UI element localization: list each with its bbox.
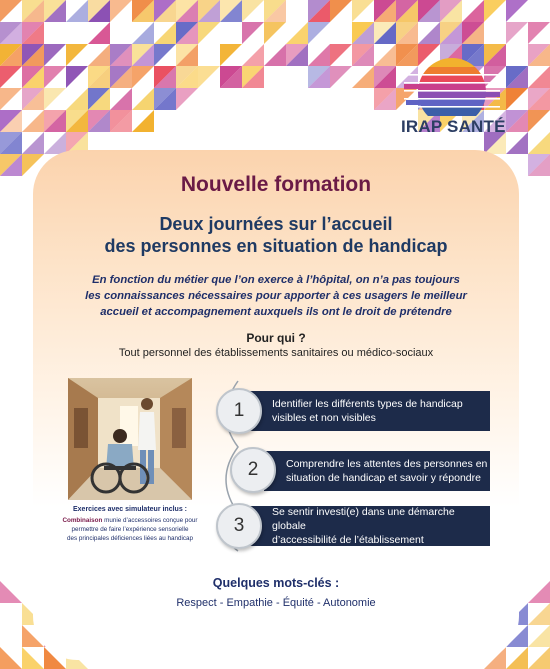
step-3-line-2: d’accessibilité de l’établissement xyxy=(272,534,424,546)
intro-text xyxy=(48,272,504,320)
step-3-bar xyxy=(250,506,490,546)
decor-triangle xyxy=(154,22,176,44)
decor-triangle xyxy=(330,0,352,22)
decor-triangle xyxy=(528,132,550,154)
simulator-description xyxy=(44,516,216,543)
audience-heading: Pour qui ? xyxy=(246,331,306,345)
decor-triangle xyxy=(0,88,22,110)
decor-triangle xyxy=(88,22,110,44)
keywords-heading: Quelques mots-clés : xyxy=(212,576,340,590)
decor-triangle xyxy=(506,88,528,110)
decor-triangle xyxy=(132,22,154,44)
decor-triangle xyxy=(0,66,22,88)
decor-triangle xyxy=(88,44,110,66)
logo-text: IRAP SANTÉ xyxy=(401,117,506,136)
decor-triangle xyxy=(330,44,352,66)
intro-line-1: En fonction du métier que l’on exerce à l’hôpital, on n’a pas toujours xyxy=(92,274,460,286)
decor-triangle xyxy=(132,66,154,88)
decor-triangle xyxy=(308,22,330,44)
simulator-bold: Combinaison xyxy=(62,517,103,524)
decor-triangle xyxy=(308,44,330,66)
decor-triangle xyxy=(110,0,132,22)
decor-triangle xyxy=(352,0,374,22)
decor-triangle xyxy=(506,0,528,22)
decor-triangle xyxy=(506,22,528,44)
decor-triangle xyxy=(154,44,176,66)
simulator-title: Exercices avec simulateur inclus : xyxy=(72,506,187,513)
decor-triangle xyxy=(242,44,264,66)
step-2-number: 2 xyxy=(230,447,276,493)
decor-triangle xyxy=(132,88,154,110)
decor-triangle xyxy=(0,581,22,603)
decor-triangle xyxy=(22,647,44,669)
keywords-text: Respect - Empathie - Équité - Autonomie xyxy=(176,597,376,609)
decor-triangle xyxy=(242,0,264,22)
decor-triangle xyxy=(66,66,88,88)
decor-triangle xyxy=(506,647,528,669)
decor-triangle xyxy=(22,132,44,154)
audience-text: Tout personnel des établissements sanitaires ou médico-sociaux xyxy=(118,347,434,359)
step-2-line-1: Comprendre les attentes des personnes en xyxy=(286,458,488,470)
decor-triangle xyxy=(484,0,506,22)
intro-line-2: les connaissances nécessaires pour apporter à ces usagers le meilleur xyxy=(85,290,467,302)
decor-triangle xyxy=(528,647,550,669)
decor-triangle xyxy=(528,581,550,603)
decor-triangle xyxy=(0,647,22,669)
step-1-line-1: Identifier les différents types de handicap xyxy=(272,398,463,410)
decor-triangle xyxy=(352,66,374,88)
decor-triangle xyxy=(66,0,88,22)
decor-triangle xyxy=(220,44,242,66)
subtitle xyxy=(33,213,519,257)
intro-line-3: accueil et accompagnement auxquels ils ont le droit de prétendre xyxy=(100,306,452,318)
decor-triangle xyxy=(44,132,66,154)
decor-triangle xyxy=(462,0,484,22)
decor-triangle xyxy=(176,88,198,110)
page-title: Nouvelle formation xyxy=(180,173,372,196)
decor-triangle xyxy=(66,44,88,66)
decor-triangle xyxy=(264,22,286,44)
step-1-number: 1 xyxy=(216,388,262,434)
simulator-line-1-rest: munie d’accessoires conçue pour xyxy=(102,517,198,524)
decor-triangle xyxy=(198,22,220,44)
decor-triangle xyxy=(44,88,66,110)
decor-triangle xyxy=(22,110,44,132)
step-3-line-1: Se sentir investi(e) dans une démarche globale xyxy=(272,506,455,532)
decor-triangle xyxy=(198,66,220,88)
decor-triangle xyxy=(110,88,132,110)
step-3-number: 3 xyxy=(216,503,262,549)
decor-triangle xyxy=(528,22,550,44)
decor-triangle xyxy=(528,110,550,132)
decor-triangle xyxy=(286,22,308,44)
simulator-line-2: permettre de faire l’expérience sensorielle xyxy=(71,526,189,533)
decor-triangle xyxy=(66,88,88,110)
decor-triangle xyxy=(264,44,286,66)
step-2-bar xyxy=(264,451,490,491)
decor-triangle xyxy=(330,66,352,88)
decor-triangle xyxy=(132,110,154,132)
simulator-line-1 xyxy=(44,516,216,525)
decor-triangle xyxy=(44,44,66,66)
decor-triangle xyxy=(528,625,550,647)
simulator-line-3: des principales déficiences liées au handicap xyxy=(66,535,194,542)
decor-triangle xyxy=(528,603,550,625)
decor-triangle xyxy=(0,0,22,22)
decor-triangle xyxy=(528,66,550,88)
subtitle-line-1: Deux journées sur l’accueil xyxy=(159,214,393,234)
decor-triangle xyxy=(44,66,66,88)
wheelchair-hallway-photo xyxy=(68,378,192,500)
step-1-bar xyxy=(250,391,490,431)
step-1-line-2: visibles et non visibles xyxy=(272,412,376,424)
decor-triangle xyxy=(374,44,396,66)
decor-triangle xyxy=(242,22,264,44)
step-2-line-2: situation de handicap et savoir y répondre xyxy=(286,472,481,484)
subtitle-line-2: des personnes en situation de handicap xyxy=(104,236,448,256)
decor-triangle xyxy=(418,22,440,44)
